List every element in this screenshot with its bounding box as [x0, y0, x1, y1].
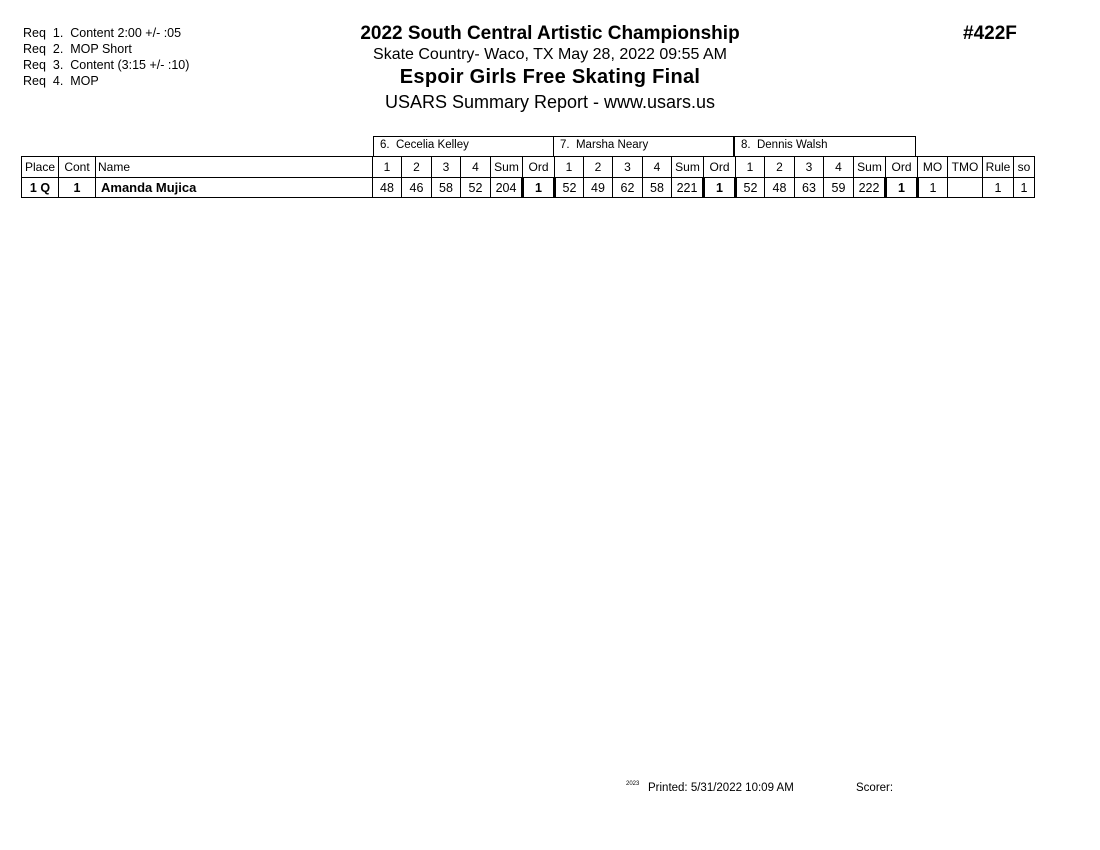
- tmo-cell: [948, 178, 983, 198]
- j6-ord: 1: [523, 178, 555, 198]
- col-j8-1: 1: [736, 157, 765, 178]
- table-header-row: [22, 157, 1035, 178]
- col-j8-4: 4: [824, 157, 854, 178]
- col-j7-2: 2: [584, 157, 613, 178]
- col-j6-2: 2: [402, 157, 432, 178]
- col-j6-sum: Sum: [491, 157, 523, 178]
- col-name: Name: [96, 157, 373, 178]
- event-title: Espoir Girls Free Skating Final: [399, 66, 701, 88]
- j6-sum: 204: [491, 178, 523, 198]
- j6-score-2: 46: [402, 178, 432, 198]
- col-place: Place: [22, 157, 59, 178]
- j8-score-1: 52: [736, 178, 765, 198]
- j8-score-4: 59: [824, 178, 854, 198]
- cont-cell: 1: [59, 178, 96, 198]
- championship-title: 2022 South Central Artistic Championship: [360, 23, 740, 44]
- j7-score-2: 49: [584, 178, 613, 198]
- footer-mark: 2023: [626, 781, 640, 787]
- j8-sum: 222: [854, 178, 886, 198]
- col-j6-3: 3: [432, 157, 461, 178]
- location-date-line: Skate Country- Waco, TX May 28, 2022 09:55 AM: [373, 46, 727, 63]
- judge-name: 6. Cecelia Kelley: [380, 139, 469, 151]
- requirements-list: [23, 25, 189, 89]
- report-header: [300, 22, 800, 114]
- place-cell: 1 Q: [22, 178, 59, 198]
- j6-score-1: 48: [373, 178, 402, 198]
- col-j7-1: 1: [555, 157, 584, 178]
- table-row: [22, 178, 1035, 198]
- j8-ord: 1: [886, 178, 918, 198]
- col-rule: Rule: [983, 157, 1014, 178]
- col-j8-3: 3: [795, 157, 824, 178]
- j8-score-2: 48: [765, 178, 795, 198]
- col-cont: Cont: [59, 157, 96, 178]
- report-title: USARS Summary Report - www.usars.us: [384, 92, 716, 112]
- col-j6-1: 1: [373, 157, 402, 178]
- rule-cell: 1: [983, 178, 1014, 198]
- printed-timestamp: Printed: 5/31/2022 10:09 AM: [648, 782, 794, 794]
- j6-score-4: 52: [461, 178, 491, 198]
- event-code: #422F: [963, 23, 1017, 44]
- judge-header-6: [373, 136, 554, 156]
- so-cell: 1: [1014, 178, 1035, 198]
- col-j8-sum: Sum: [854, 157, 886, 178]
- j7-score-3: 62: [613, 178, 643, 198]
- col-j8-ord: Ord: [886, 157, 918, 178]
- judge-name: 7. Marsha Neary: [560, 139, 649, 151]
- col-j7-3: 3: [613, 157, 643, 178]
- requirement-3: Req 3. Content (3:15 +/- :10): [23, 58, 190, 72]
- judge-header-8: [734, 136, 916, 156]
- scorer-label: Scorer:: [856, 782, 894, 794]
- j8-score-3: 63: [795, 178, 824, 198]
- col-j7-sum: Sum: [672, 157, 704, 178]
- requirement-1: Req 1. Content 2:00 +/- :05: [23, 26, 182, 40]
- j7-score-4: 58: [643, 178, 672, 198]
- mo-cell: 1: [918, 178, 948, 198]
- col-mo: MO: [918, 157, 948, 178]
- results-table: [21, 156, 1035, 198]
- col-j6-4: 4: [461, 157, 491, 178]
- j6-score-3: 58: [432, 178, 461, 198]
- requirement-4: Req 4. MOP: [23, 74, 99, 88]
- j7-sum: 221: [672, 178, 704, 198]
- judge-name: 8. Dennis Walsh: [741, 139, 828, 151]
- j7-score-1: 52: [555, 178, 584, 198]
- skater-name-cell: Amanda Mujica: [96, 178, 373, 198]
- col-j8-2: 2: [765, 157, 795, 178]
- requirement-2: Req 2. MOP Short: [23, 42, 132, 56]
- col-tmo: TMO: [948, 157, 983, 178]
- col-so: so: [1014, 157, 1035, 178]
- col-j6-ord: Ord: [523, 157, 555, 178]
- j7-ord: 1: [704, 178, 736, 198]
- col-j7-4: 4: [643, 157, 672, 178]
- judge-header-7: [553, 136, 734, 156]
- col-j7-ord: Ord: [704, 157, 736, 178]
